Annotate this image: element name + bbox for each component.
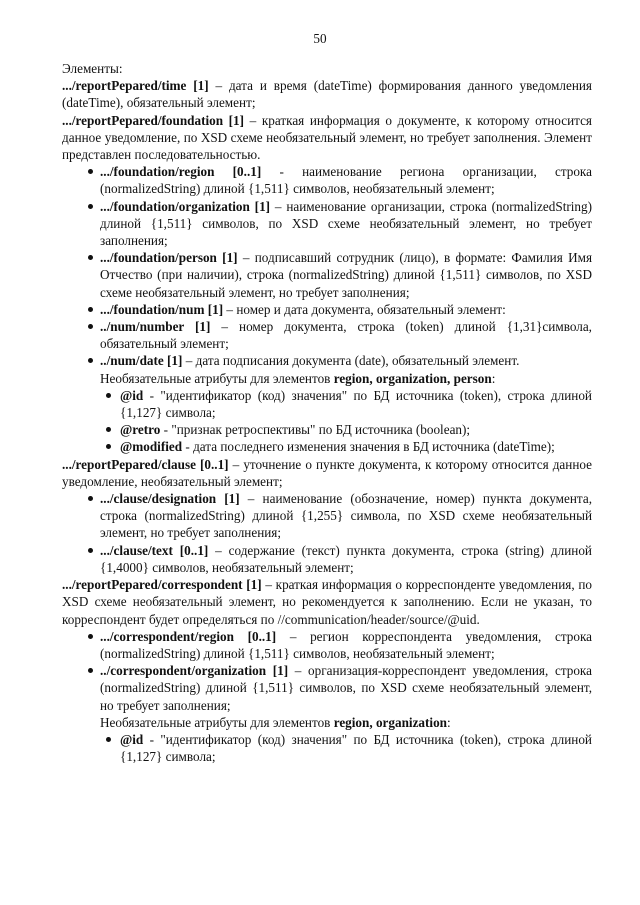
page-content [62, 60, 592, 765]
element-path: .../reportPepared/foundation [1] [62, 112, 245, 128]
attribute-name: @modified [120, 439, 183, 455]
list-item [62, 301, 592, 318]
note-suffix: : [447, 714, 451, 730]
list-item [62, 163, 592, 197]
element-path: .../foundation/region [0..1] [100, 164, 262, 180]
list-item [100, 421, 592, 438]
element-path: .../correspondent/region [0..1] [100, 628, 277, 644]
foundation-list [62, 163, 592, 455]
attribute-name: @id [120, 731, 144, 747]
correspondent-attributes-list [100, 731, 592, 765]
paragraph-time [62, 77, 592, 111]
attribute-description: - "идентификатор (код) значения" по БД источника (token), строка длиной {1,127} символа; [120, 731, 592, 765]
element-description: – регион корреспондента уведомления, строка (normalizedString) длиной {1,511} символов, необязательный элемент; [100, 628, 593, 661]
element-description: – дата и время (dateTime) формирования данного уведомления (dateTime), обязательный элемент; [62, 78, 592, 111]
note-suffix: : [491, 370, 496, 386]
element-description: – подписавший сотрудник (лицо), в формате: Фамилия Имя Отчество (при наличии), строка (normalizedString) длиной {1,511} символов, по XSD схеме необязательный элемент, но требует заполнения; [100, 250, 593, 300]
list-item [62, 318, 592, 352]
element-path: .../foundation/organization [1] [100, 198, 271, 214]
attribute-description: - "идентификатор (код) значения" по БД источника (token), строка длиной {1,127} символа; [120, 387, 592, 421]
list-item [100, 387, 592, 421]
attributes-note [100, 370, 592, 387]
paragraph-foundation [62, 112, 592, 164]
element-path: ../num/number [1] [100, 319, 211, 335]
list-item [62, 249, 592, 301]
correspondent-list [62, 628, 592, 766]
element-path: .../clause/text [0..1] [100, 542, 209, 558]
list-item [62, 352, 592, 455]
element-description: – наименование организации, строка (normalizedString) длиной {1,511} символов, по XSD схеме необязательный элемент, но требует заполнения; [100, 198, 592, 249]
list-item [100, 438, 592, 455]
list-item [100, 731, 592, 765]
list-item [62, 628, 592, 662]
element-description: – уточнение о пункте документа, к которому относится данное уведомление, необязательный элемент; [62, 456, 592, 489]
page-number: 50 [313, 31, 327, 46]
element-description: – краткая информация о корреспонденте уведомления, по XSD схеме необязательный элемент, но рекомендуется к заполнению. Если не указан, то корреспондент будет определяться по //communication/header/source/@uid. [62, 577, 592, 627]
element-description: – содержание (текст) пункта документа, строка (string) длиной {1,4000} символов, необязательный элемент; [100, 542, 592, 575]
element-path: .../reportPepared/clause [0..1] [62, 456, 229, 472]
note-prefix: Необязательные атрибуты для элементов [100, 714, 334, 730]
clause-list [62, 490, 592, 576]
paragraph-correspondent [62, 576, 592, 628]
element-description: – номер документа, строка (token) длиной {1,31}символа, обязательный элемент; [100, 319, 592, 352]
element-path: .../reportPepared/correspondent [1] [62, 577, 262, 593]
note-prefix: Необязательные атрибуты для элементов [100, 370, 334, 386]
element-path: ../correspondent/organization [1] [100, 663, 289, 679]
list-item [62, 662, 592, 765]
element-description: – краткая информация о документе, к которому относится данное уведомление, по XSD схеме необязательный элемент, но требует заполнения. Элемент представлен последовательностью. [62, 112, 592, 163]
attributes-note [100, 714, 592, 731]
element-description: - наименование региона организации, строка (normalizedString) длиной {1,511} символов, необязательный элемент; [100, 164, 592, 197]
attribute-name: @id [120, 387, 144, 403]
attribute-description: - "признак ретроспективы" по БД источника (boolean); [160, 422, 471, 438]
element-path: .../reportPepared/time [1] [62, 78, 209, 94]
element-description: – дата подписания документа (date), обязательный элемент. [182, 353, 520, 369]
foundation-attributes-list [100, 387, 592, 456]
section-heading: Элементы: [62, 61, 123, 76]
element-path: .../foundation/person [1] [100, 250, 238, 266]
note-element-names: region, organization [333, 714, 448, 730]
attribute-description: - дата последнего изменения значения в БД источника (dateTime); [182, 439, 555, 455]
paragraph-clause [62, 456, 592, 490]
list-item [62, 198, 592, 250]
element-description: – наименование (обозначение, номер) пункта документа, строка (normalizedString) длиной {1,255} символа, по XSD схеме необязательный элемент, но требует заполнения; [100, 491, 592, 541]
list-item [62, 490, 592, 542]
note-element-names: region, organization, person [333, 370, 492, 386]
element-description: – организация-корреспондент уведомления, строка (normalizedString) длиной {1,511} символов, по XSD схеме необязательный элемент, но требует заполнения; [100, 663, 592, 713]
element-path: .../clause/designation [1] [100, 491, 240, 507]
attribute-name: @retro [120, 422, 161, 438]
list-item [62, 542, 592, 576]
element-path: .../foundation/num [1] [100, 301, 224, 317]
element-description: – номер и дата документа, обязательный элемент: [223, 301, 506, 317]
element-path: ../num/date [1] [100, 353, 183, 369]
